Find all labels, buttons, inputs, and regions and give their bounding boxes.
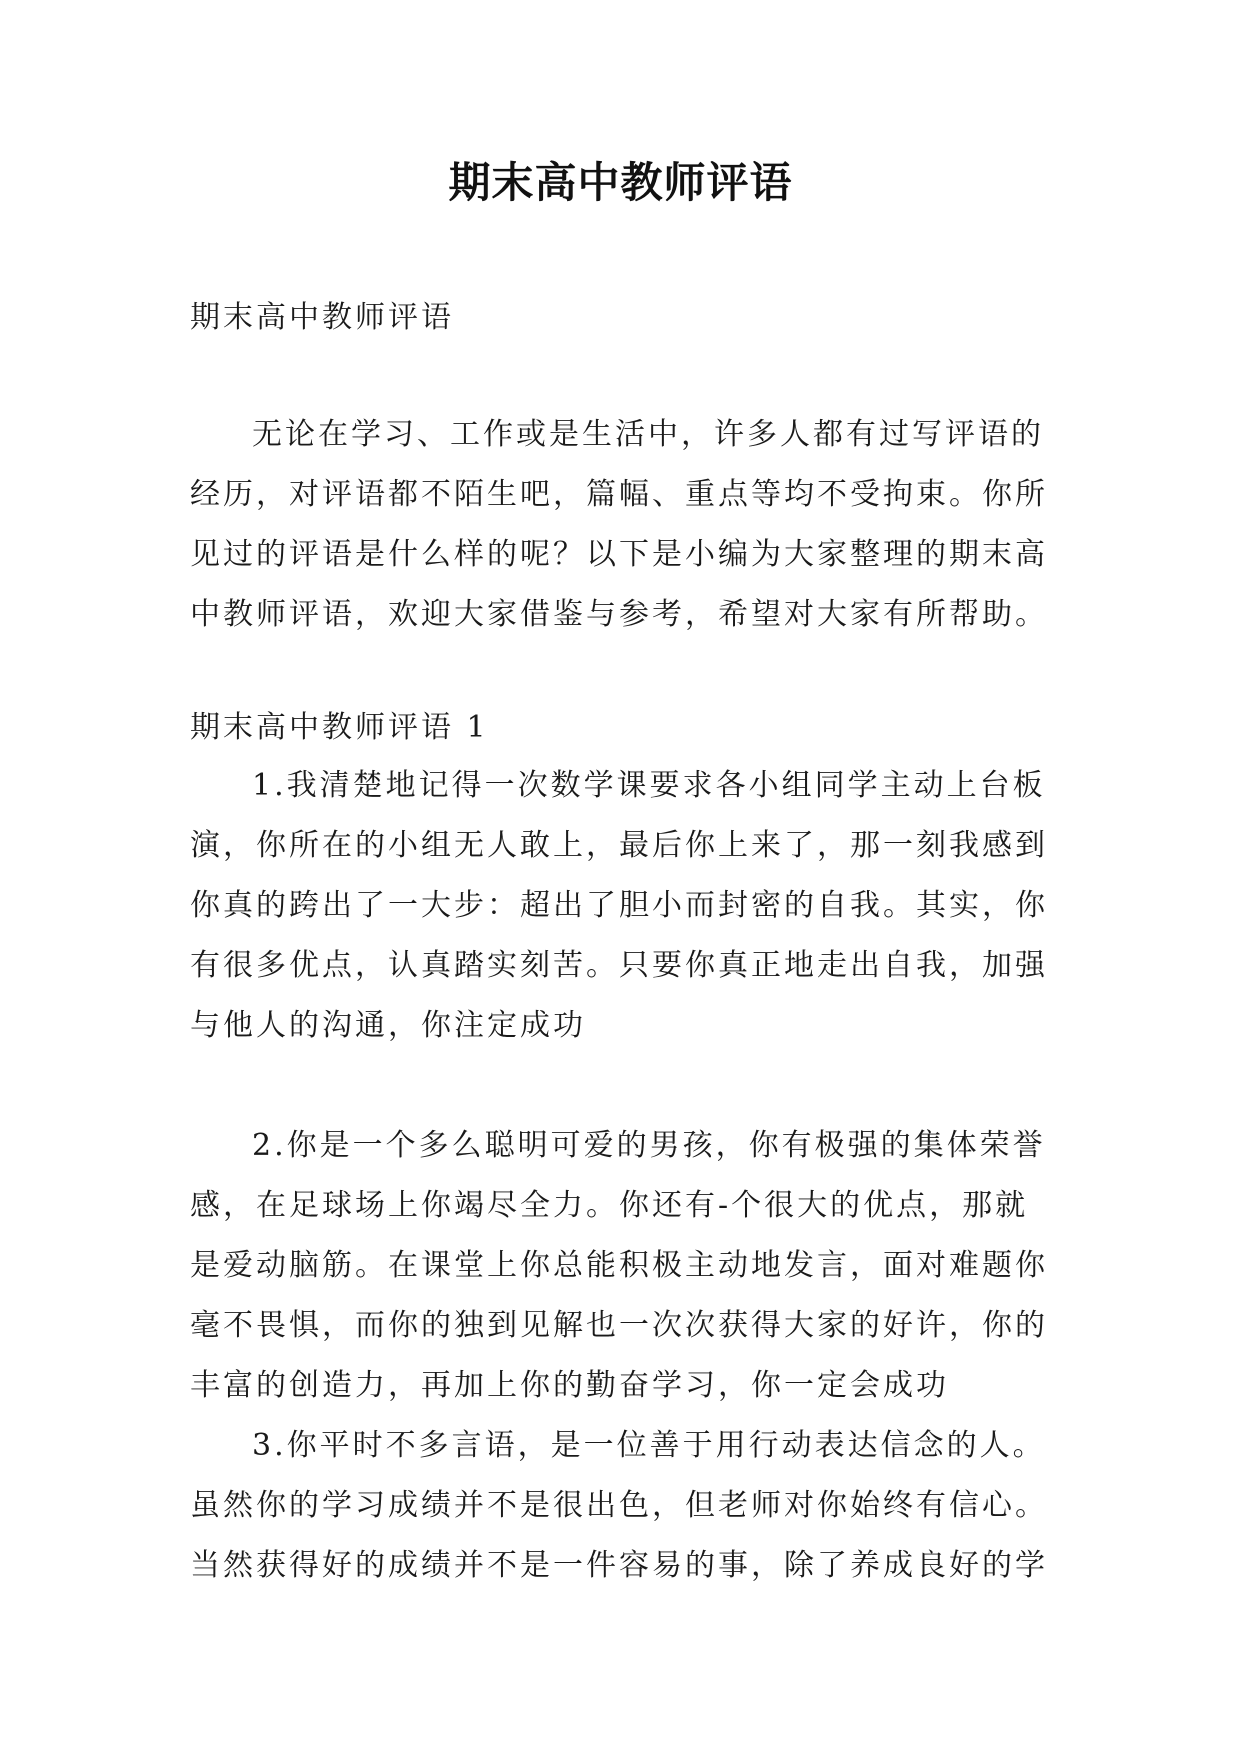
intro-paragraph: 无论在学习、工作或是生活中，许多人都有过写评语的经历，对评语都不陌生吧，篇幅、重点等均不受拘束。你所见过的评语是什么样的呢？以下是小编为大家整理的期末高中教师评语，欢迎大家借鉴与参考，希望对大家有所帮助。: [190, 417, 1048, 632]
comment-list: [190, 756, 1050, 1596]
document-subtitle: 期末高中教师评语: [190, 300, 454, 335]
comment-item-3: 3.你平时不多言语，是一位善于用行动表达信念的人。虽然你的学习成绩并不是很出色，但老师对你始终有信心。当然获得好的成绩并不是一件容易的事，除了养成良好的学: [190, 1428, 1048, 1583]
comment-item-2: 2.你是一个多么聪明可爱的男孩，你有极强的集体荣誉感，在足球场上你竭尽全力。你还有-个很大的优点，那就是爱动脑筋。在课堂上你总能积极主动地发言，面对难题你毫不畏惧，而你的独到见解也一次次获得大家的好许，你的丰富的创造力，再加上你的勤奋学习，你一定会成功: [190, 1128, 1048, 1403]
comment-item-1: 1.我清楚地记得一次数学课要求各小组同学主动上台板演，你所在的小组无人敢上，最后你上来了，那一刻我感到你真的跨出了一大步：超出了胆小而封密的自我。其实，你有很多优点，认真踏实刻苦。只要你真正地走出自我，加强与他人的沟通，你注定成功: [190, 768, 1048, 1043]
section-heading: 期末高中教师评语 1: [190, 710, 489, 745]
document-title: 期末高中教师评语: [448, 158, 793, 207]
